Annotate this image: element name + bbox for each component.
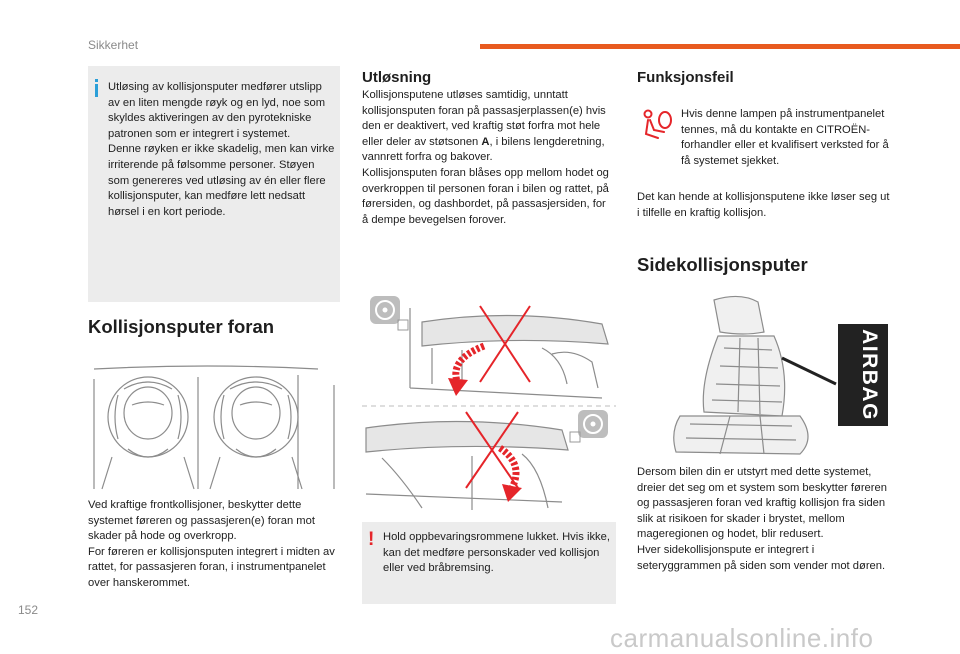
deployment-text <box>362 88 610 228</box>
malfunction-paragraph: Det kan hende at kollisjonsputene ikke løser seg ut i tilfelle en kraftig kollisjon. <box>637 191 890 219</box>
info-icon <box>95 79 98 97</box>
warning-icon: ! <box>368 529 375 550</box>
airbag-warning-lamp-icon <box>638 108 674 144</box>
page-number: 152 <box>18 603 39 617</box>
section-label: Sikkerhet <box>88 38 139 52</box>
side-airbags-title: Sidekollisjonsputer <box>637 254 808 275</box>
front-airbags-paragraph: Ved kraftige frontkollisjoner, beskytter dette systemet føreren og passasjeren(e) foran mot skader på hode og overkropp. <box>88 499 315 543</box>
header-accent-bar <box>480 44 960 49</box>
airbag-label: AIRBAG <box>858 329 881 421</box>
side-airbags-paragraph: Dersom bilen din er utstyrt med dette systemet, dreier det seg om et system som beskytter føreren og passasjeren foran ved kraftig kollisjon fra siden slik at risikoen for skader i brystet, mellom mageregionen og hodet, blir redusert. <box>637 466 887 541</box>
impact-zone-label: A <box>481 135 490 148</box>
front-airbags-title: Kollisjonsputer foran <box>88 316 275 337</box>
info-note-paragraph: Utløsing av kollisjonsputer medfører utslipp av en liten mengde røyk og en lyd, noe som skyldes aktiveringen av den pyrotekniske patronen som er integrert i systemet. <box>108 81 326 140</box>
side-airbags-paragraph: Hver sidekollisjonspute er integrert i seteryggrammen på siden som vender mot døren. <box>637 543 886 572</box>
deployment-illustration <box>362 288 616 514</box>
deployment-title: Utløsning <box>362 69 432 86</box>
deployment-paragraph: Kollisjonsputen foran blåses opp mellom hodet og overkroppen til personen foran i bilen og rattet, på førersiden, og dashbordet, på passasjersiden, for å dempe bevegelsen forover. <box>362 166 609 226</box>
front-airbags-illustration <box>88 355 342 490</box>
steering-wheel-icon <box>370 296 400 324</box>
deployment-paragraph <box>362 88 610 166</box>
malfunction-title: Funksjonsfeil <box>637 69 734 86</box>
front-airbags-text <box>88 498 342 592</box>
info-note-text <box>108 80 336 220</box>
side-airbag-seat-illustration <box>640 292 890 458</box>
side-airbags-text <box>637 465 893 574</box>
malfunction-lamp-text: Hvis denne lampen på instrumentpanelet tennes, må du kontakte en CITROËN-forhandler eller et kvalifisert verksted for å få systemet sjekket. <box>681 108 889 167</box>
info-note-paragraph: Denne røyken er ikke skadelig, men kan virke irriterende på følsomme personer. Støyen som genereres ved utløsing av én eller flere kollisjonsputer, kan medføre lett nedsatt hørsel i en kort periode. <box>108 143 335 218</box>
warning-note-text: Hold oppbevaringsrommene lukket. Hvis ikke, kan det medføre personskader ved kollisjon eller ved bråbremsing. <box>383 531 610 575</box>
front-airbags-paragraph: For føreren er kollisjonsputen integrert i midten av rattet, for passasjeren foran, i instrumentpanelet over hanskerommet. <box>88 545 335 589</box>
watermark: carmanualsonline.info <box>610 623 874 653</box>
deployment-text-before: Kollisjonsputene utløses samtidig, unntatt kollisjonsputen foran på passasjerplassen(e) hvis den er deaktivert, ved kraftig støt forfra mot hele eller deler av støtsonen <box>362 89 606 148</box>
steering-wheel-icon <box>578 410 608 438</box>
deployment-text-after: , i bilens lengderetning, vannrett forfra og bakover. <box>362 135 605 164</box>
